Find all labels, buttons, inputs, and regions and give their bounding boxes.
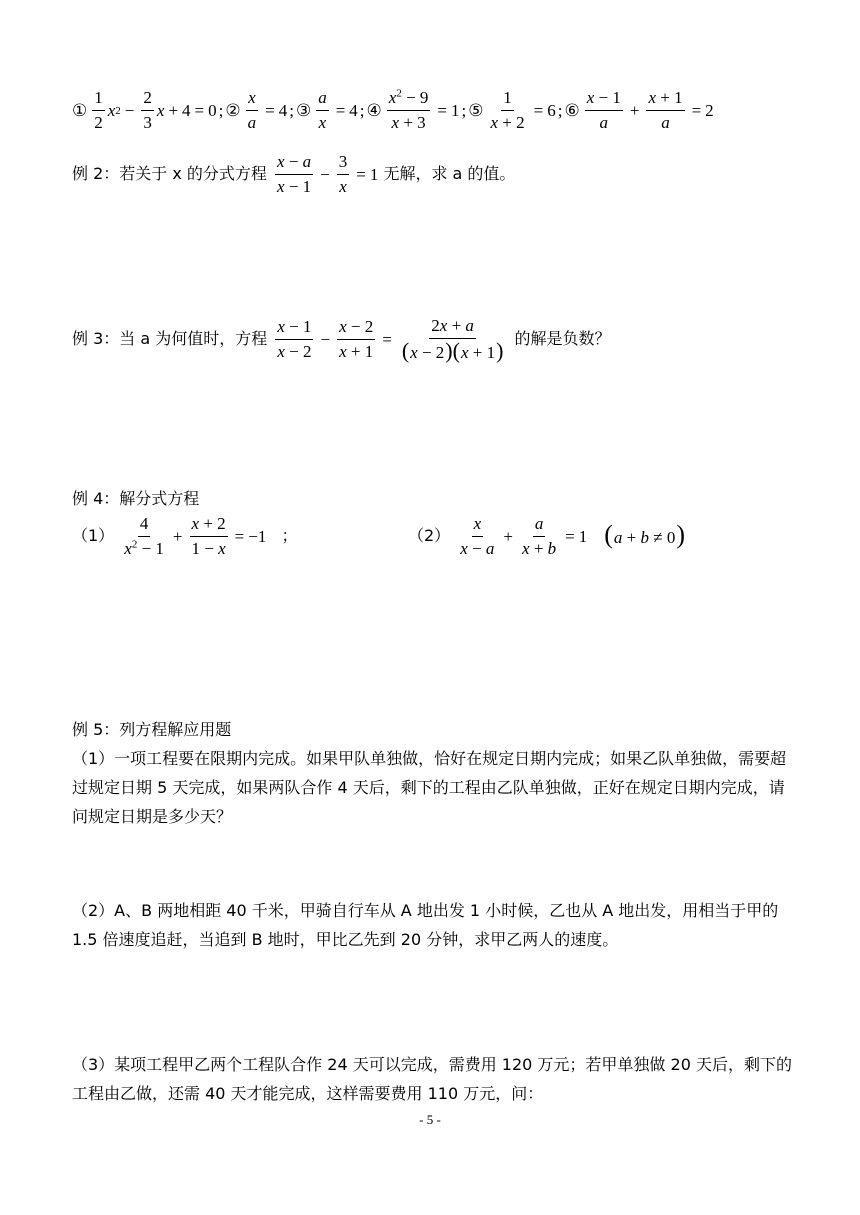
separator: ; bbox=[557, 100, 563, 120]
equation-list: ① $\frac{1}{2}$ x 2 − $\frac{2}{3}$ x + 4 = 0 ; ② $\frac{x}{a}$ = 4 ; ③ $\frac{a}{x}$ = 4 ; ④ $\frac{x^2 - 9}{x + 3}$ = 1 ; ⑤ $\frac{1}{x + 2}$ = 6 ; ⑥ $\frac{x - 1}{a}$ + $\frac{x + 1}{a}$ = 2 bbox=[72, 87, 714, 132]
example-2-suffix: 无解，求 a 的值。 bbox=[383, 164, 516, 183]
page-number: - 5 - bbox=[419, 1112, 441, 1127]
marker-3: ③ bbox=[295, 100, 312, 121]
example-2 bbox=[72, 152, 515, 197]
separator: ; bbox=[289, 100, 294, 120]
separator: ; bbox=[218, 100, 224, 120]
marker-5: ⑤ bbox=[468, 100, 484, 121]
separator: ; bbox=[461, 100, 467, 120]
example-5-question-3: （3）某项工程甲乙两个工程队合作 24 天可以完成，需费用 120 万元；若甲单独做 20 天后，剩下的工程由乙做，还需 40 天才能完成，这样需要费用 110 万元，问： bbox=[72, 1055, 792, 1103]
marker-1: ① bbox=[72, 100, 88, 121]
example-3-prefix: 例 3：当 a 为何值时，方程 bbox=[72, 329, 268, 348]
example-2-prefix: 例 2：若关于 x 的分式方程 bbox=[72, 164, 267, 183]
part-2-label: （2） bbox=[408, 526, 451, 545]
example-4-title-text: 例 4：解分式方程 bbox=[72, 489, 200, 508]
example-3-equation: $\frac{x - 1}{x - 2}$ − $\frac{x - 2}{x + 1}$ = $\frac{2x + a}{(x - 2)(x + 1)}$ bbox=[277, 316, 504, 363]
part-2-equation: $\frac{x}{x - a}$ + $\frac{a}{x + b}$ = 1 (a + b ≠ 0) bbox=[460, 514, 686, 558]
example-5-question-2: （2）A、B 两地相距 40 千米，甲骑自行车从 A 地出发 1 小时候，乙也从 A 地出发，用相当于甲的 1.5 倍速度追赶，当追到 B 地时，甲比乙先到 20 分钟，求甲乙两人的速度。 bbox=[72, 901, 779, 949]
example-4-part-1 bbox=[72, 514, 297, 559]
example-2-equation: $\frac{x - a}{x - 1}$ − $\frac{3}{x}$ = 1 bbox=[277, 152, 379, 196]
example-5-question-1: （1）一项工程要在限期内完成。如果甲队单独做，恰好在规定日期内完成；如果乙队单独做，需要超过规定日期 5 天完成，如果两队合作 4 天后，剩下的工程由乙队单独做，正好在规定日期内完成，请问规定日期是多少天？ bbox=[72, 749, 787, 826]
marker-4: ④ bbox=[366, 100, 382, 121]
marker-2: ② bbox=[225, 100, 241, 121]
example-4-title bbox=[72, 486, 199, 512]
part-1-tail: ； bbox=[281, 526, 298, 545]
separator: ; bbox=[359, 100, 365, 120]
example-3 bbox=[72, 316, 611, 363]
example-3-suffix: 的解是负数？ bbox=[514, 329, 611, 348]
example-5-title: 例 5：列方程解应用题 bbox=[72, 720, 232, 739]
part-1-equation: $\frac{4}{x^2 - 1}$ + $\frac{x + 2}{1 - x}$ = −1 bbox=[124, 514, 267, 558]
part-1-label: （1） bbox=[72, 526, 115, 545]
marker-6: ⑥ bbox=[564, 100, 580, 121]
example-4-part-2 bbox=[408, 514, 686, 559]
